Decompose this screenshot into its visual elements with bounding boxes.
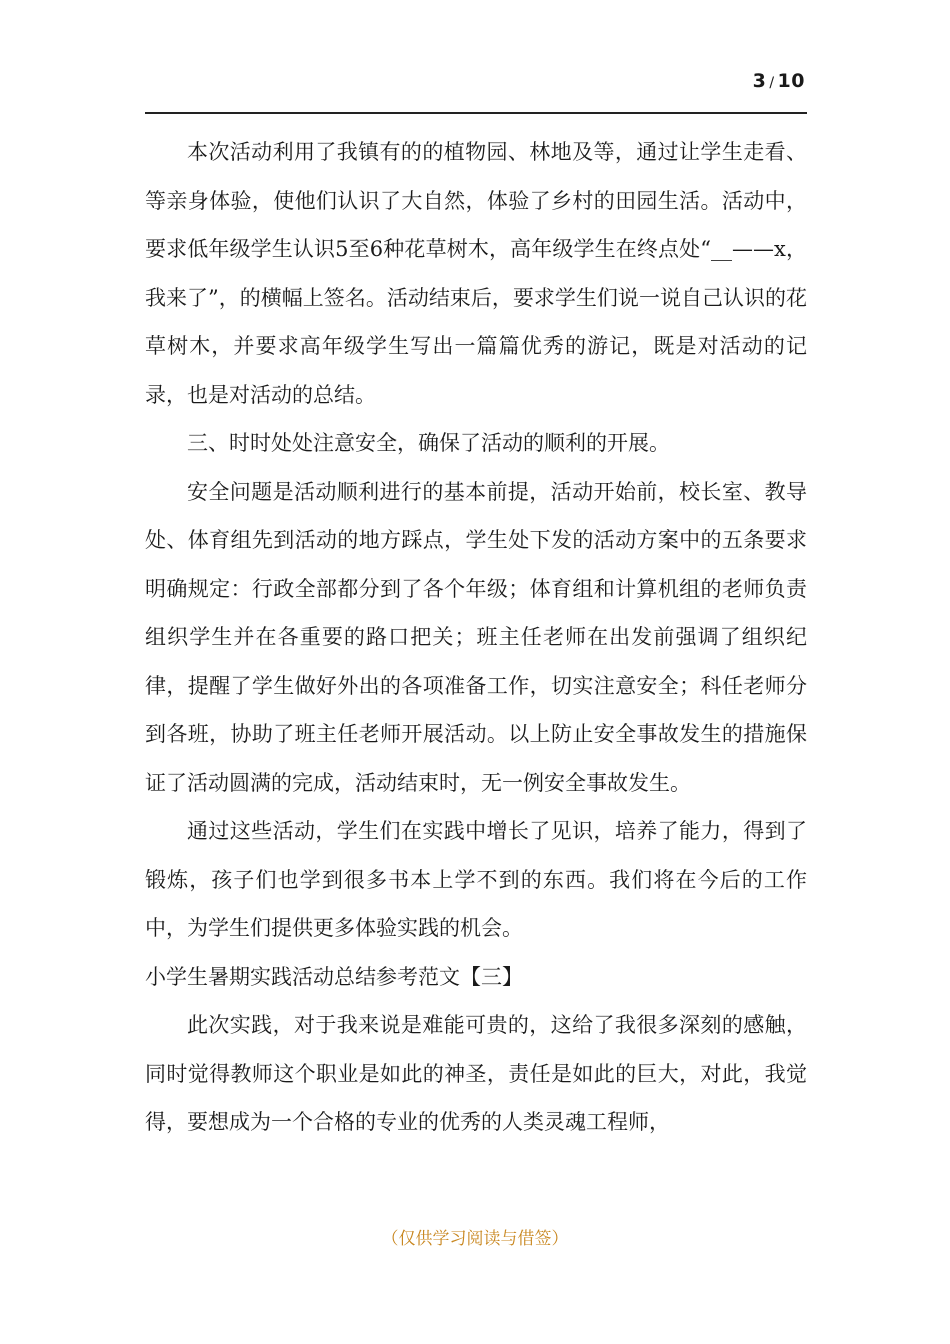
page-current: 3 [752, 70, 767, 92]
section-heading: 小学生暑期实践活动总结参考范文【三】 [145, 964, 523, 989]
page-separator: / [769, 75, 775, 91]
header-rule [145, 112, 807, 114]
paragraph: 安全问题是活动顺利进行的基本前提，活动开始前，校长室、教导处、体育组先到活动的地方踩点，学生处下发的活动方案中的五条要求明确规定：行政全部都分到了各个年级；体育组和计算机组的老师负责组织学生并在各重要的路口把关；班主任老师在出发前强调了组织纪律，提醒了学生做好外出的各项准备工作，切实注意安全；科任老师分到各班，协助了班主任老师开展活动。以上防止安全事故发生的措施保证了活动圆满的完成，活动结束时，无一例安全事故发生。 [145, 479, 807, 795]
document-body [145, 128, 807, 1147]
page-total: 10 [777, 70, 805, 92]
paragraph: 三、时时处处注意安全，确保了活动的顺利的开展。 [187, 431, 670, 455]
page-number [753, 70, 805, 92]
footer-note: （仅供学习阅读与借签） [381, 1229, 569, 1249]
paragraph: 通过这些活动，学生们在实践中增长了见识，培养了能力，得到了锻炼，孩子们也学到很多书本上学不到的东西。我们将在今后的工作中，为学生们提供更多体验实践的机会。 [145, 819, 807, 940]
paragraph: 此次实践，对于我来说是难能可贵的，这给了我很多深刻的感触，同时觉得教师这个职业是如此的神圣，责任是如此的巨大，对此，我觉得，要想成为一个合格的专业的优秀的人类灵魂工程师， [145, 1013, 807, 1134]
paragraph: 本次活动利用了我镇有的的植物园、林地及等，通过让学生走看、等亲身体验，使他们认识了大自然，体验了乡村的田园生活。活动中，要求低年级学生认识5至6种花草树木，高年级学生在终点处“__——x，我来了”，的横幅上签名。活动结束后，要求学生们说一说自己认识的花草树木，并要求高年级学生写出一篇篇优秀的游记，既是对活动的记录，也是对活动的总结。 [145, 140, 807, 407]
